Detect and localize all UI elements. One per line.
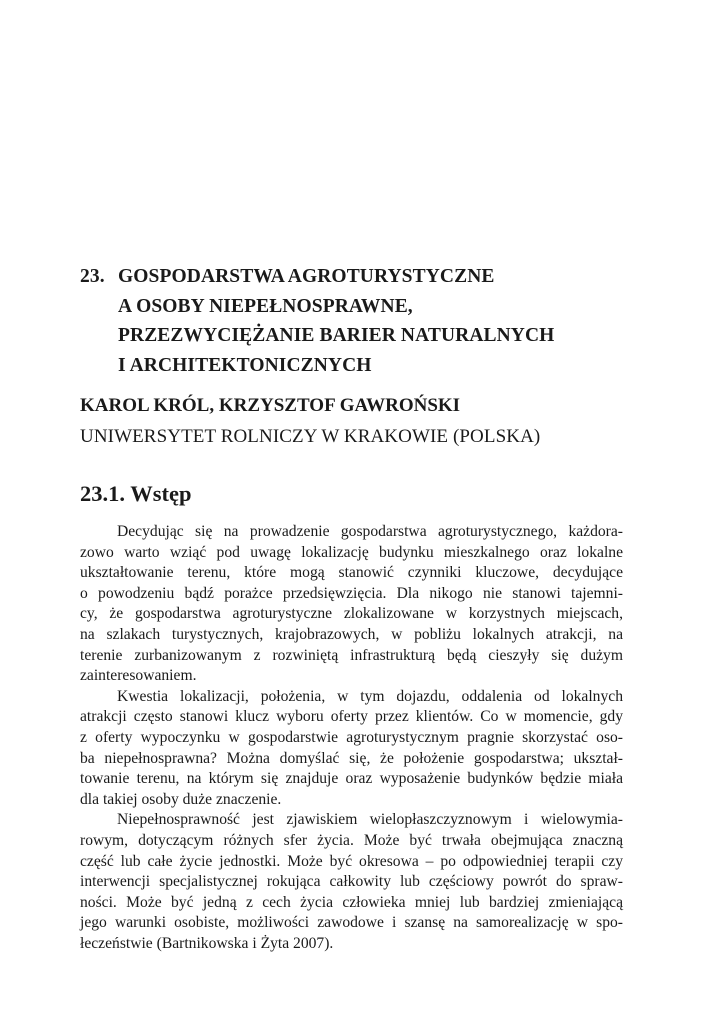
text-line: atrakcji często stanowi klucz wyboru oferty przez klientów. Co w momencie, gdy [80, 708, 623, 726]
chapter-title-text [118, 262, 554, 380]
body-text [80, 522, 623, 954]
chapter-title-line: PRZEZWYCIĘŻANIE BARIER NATURALNYCH [118, 325, 555, 346]
text-line: na szlakach turystycznych, krajobrazowych, w pobliżu lokalnych atrakcji, na [80, 625, 623, 643]
text-line: z oferty wypoczynku w gospodarstwie agroturystycznym pragnie skorzystać oso- [80, 728, 623, 746]
text-line: ukształtowanie terenu, które mogą stanowić czynniki kluczowe, decydujące [80, 564, 623, 582]
chapter-title-line: I ARCHITEKTONICZNYCH [118, 354, 372, 376]
text-line: dla takiej osoby duże znaczenie. [80, 790, 282, 808]
paragraph [80, 810, 623, 954]
chapter-number: 23. [80, 266, 105, 287]
text-line: Decydując się na prowadzenie gospodarstwa agroturystycznego, każdora- [117, 523, 623, 540]
text-line: terenie zurbanizowanym z rozwiniętą infrastrukturą będą cieszyły się dużym [80, 646, 623, 664]
text-line: Niepełnosprawność jest zjawiskiem wielopłaszczyznowym i wielowymia- [117, 811, 623, 829]
text-line: łeczeństwie (Bartnikowska i Żyta 2007). [80, 934, 334, 952]
chapter-heading-block [80, 262, 640, 380]
text-line: zainteresowaniem. [80, 667, 197, 685]
text-line: Kwestia lokalizacji, położenia, w tym dojazdu, oddalenia od lokalnych [117, 687, 623, 705]
text-line: ności. Może być jedną z cech życia człowieka mniej lub bardziej zmieniającą [80, 893, 623, 911]
section-title: 23.1. Wstęp [80, 481, 192, 506]
affiliation: UNIWERSYTET ROLNICZY W KRAKOWIE (POLSKA) [80, 426, 541, 447]
text-line: rowym, dotyczącym różnych sfer życia. Może być trwała obejmująca znaczną [80, 831, 623, 849]
text-line: interwencji specjalistycznej rokująca całkowity lub częściowy powrót do spraw- [80, 873, 623, 891]
text-line: jego warunki osobiste, możliwości zawodowe i szansę na samorealizację w spo- [80, 914, 623, 932]
text-line: ba niepełnosprawna? Można domyślać się, że położenie gospodarstwa; ukształ- [80, 749, 623, 767]
text-line: zowo warto wziąć pod uwagę lokalizację budynku mieszkalnego oraz lokalne [80, 543, 623, 561]
text-line: towanie terenu, na którym się znajduje oraz wyposażenie budynków będzie miała [80, 770, 623, 788]
paragraph [80, 522, 623, 687]
authors: KAROL KRÓL, KRZYSZTOF GAWROŃSKI [80, 395, 461, 416]
text-line: część lub całe życie jednostki. Może być okresowa – po odpowiedniej terapii czy [80, 852, 623, 870]
chapter-title [80, 262, 640, 380]
chapter-title-line: GOSPODARSTWA AGROTURYSTYCZNE [118, 266, 495, 287]
text-line: cy, że gospodarstwa agroturystyczne zlokalizowane w korzystnych miejscach, [80, 605, 623, 623]
paragraph [80, 687, 623, 811]
chapter-title-line: A OSOBY NIEPEŁNOSPRAWNE, [118, 295, 413, 317]
text-line: o powodzeniu bądź porażce przedsięwzięcia. Dla nikogo nie stanowi tajemni- [80, 584, 623, 602]
